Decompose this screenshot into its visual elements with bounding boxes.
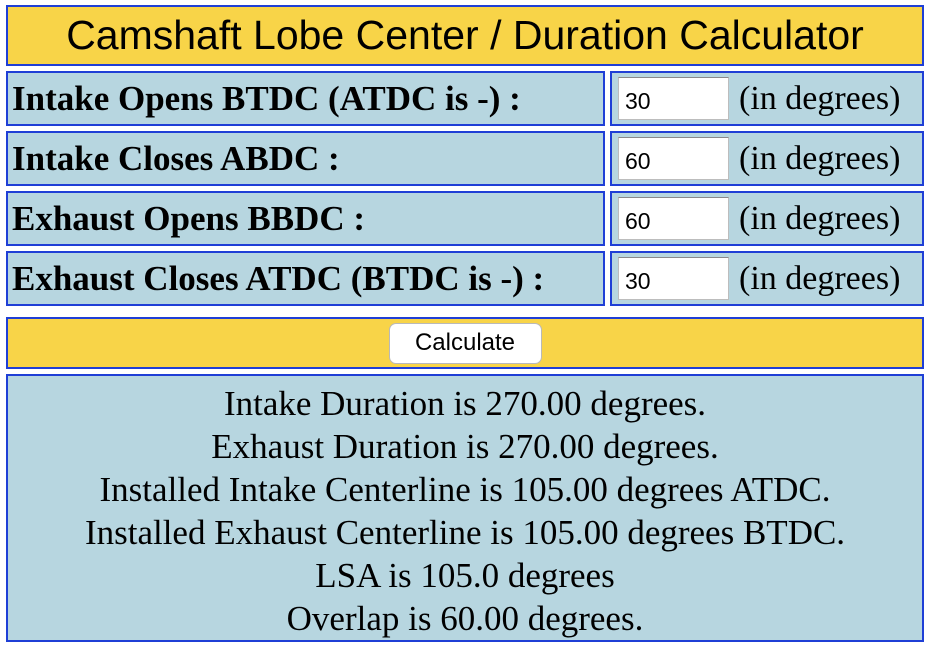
intake-closes-label: Intake Closes ABDC : xyxy=(12,138,340,178)
intake-centerline-result: Installed Intake Centerline is 105.00 degrees ATDC. xyxy=(99,470,831,509)
overlap-result: Overlap is 60.00 degrees. xyxy=(286,599,644,638)
exhaust-opens-label-cell xyxy=(6,191,605,246)
intake-closes-unit: (in degrees) xyxy=(739,139,901,177)
intake-closes-input-cell xyxy=(610,131,924,186)
intake-opens-label-cell xyxy=(6,71,605,126)
intake-closes-input[interactable] xyxy=(618,137,729,180)
exhaust-duration-result: Exhaust Duration is 270.00 degrees. xyxy=(211,427,719,466)
page-title: Camshaft Lobe Center / Duration Calculator xyxy=(66,12,864,58)
intake-opens-unit: (in degrees) xyxy=(739,79,901,117)
exhaust-closes-input-cell xyxy=(610,251,924,306)
exhaust-closes-unit: (in degrees) xyxy=(739,259,901,297)
intake-opens-input-cell xyxy=(610,71,924,126)
exhaust-opens-unit: (in degrees) xyxy=(739,199,901,237)
exhaust-centerline-result: Installed Exhaust Centerline is 105.00 degrees BTDC. xyxy=(84,513,846,552)
exhaust-closes-input[interactable] xyxy=(618,257,729,300)
calculate-button[interactable]: Calculate xyxy=(389,323,542,364)
exhaust-closes-label: Exhaust Closes ATDC (BTDC is -) : xyxy=(12,258,545,298)
intake-duration-result: Intake Duration is 270.00 degrees. xyxy=(223,384,707,423)
calculate-bar xyxy=(6,317,924,369)
exhaust-opens-label: Exhaust Opens BBDC : xyxy=(12,198,366,238)
exhaust-closes-label-cell xyxy=(6,251,605,306)
exhaust-opens-input-cell xyxy=(610,191,924,246)
intake-opens-input[interactable] xyxy=(618,77,729,120)
results-panel xyxy=(6,374,924,642)
intake-opens-label: Intake Opens BTDC (ATDC is -) : xyxy=(12,78,521,118)
intake-closes-label-cell xyxy=(6,131,605,186)
title-bar xyxy=(6,5,924,66)
exhaust-opens-input[interactable] xyxy=(618,197,729,240)
lsa-result: LSA is 105.0 degrees xyxy=(315,556,615,595)
